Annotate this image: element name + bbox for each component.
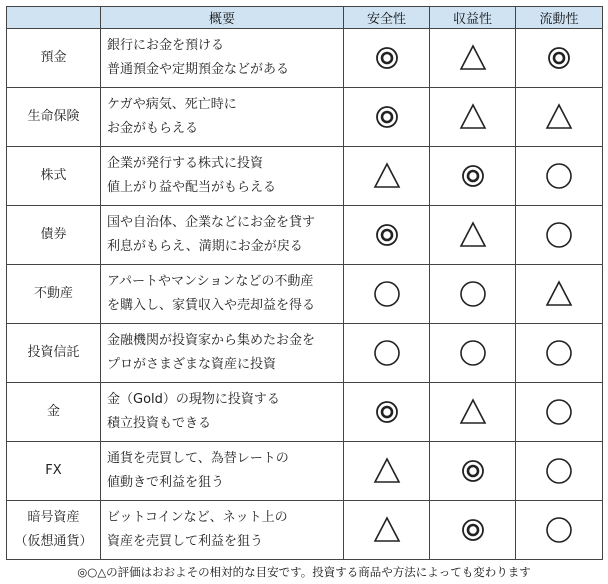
product-name-line: 不動産: [33, 286, 73, 301]
safety-rating-cell: [344, 501, 430, 560]
overview-line: 金（Gold）の現物に投資する: [107, 392, 280, 407]
overview-cell: [101, 383, 344, 442]
product-name-cell: [7, 206, 101, 265]
overview-line: 値上がり益や配当がもらえる: [107, 180, 277, 195]
overview-line: 普通預金や定期預金などがある: [107, 62, 290, 77]
triangle-icon: [545, 280, 573, 308]
product-name-line: 投資信託: [27, 345, 80, 360]
overview-line: 金融機関が投資家から集めたお金を: [107, 333, 316, 348]
header-blank: [7, 7, 101, 29]
product-name-line: 暗号資産: [27, 510, 80, 525]
circle-icon: [373, 280, 401, 308]
product-name-cell: [7, 324, 101, 383]
circle-icon: [373, 339, 401, 367]
triangle-icon: [459, 221, 487, 249]
product-name-cell: [7, 88, 101, 147]
comparison-table: [6, 6, 603, 560]
table-body: [7, 29, 603, 560]
double-circle-icon: [459, 457, 487, 485]
liquidity-rating-cell: [516, 501, 603, 560]
product-name-line: 生命保険: [27, 109, 80, 124]
header-safety: 安全性: [344, 7, 430, 29]
overview-line: お金がもらえる: [107, 121, 199, 136]
table-row: [7, 206, 603, 265]
product-name-line: （仮想通貨）: [14, 534, 93, 549]
circle-icon: [545, 162, 573, 190]
double-circle-icon: [373, 103, 401, 131]
circle-icon: [545, 398, 573, 426]
product-name-cell: [7, 383, 101, 442]
overview-cell: [101, 147, 344, 206]
profitability-rating-cell: [430, 383, 516, 442]
profitability-rating-cell: [430, 88, 516, 147]
overview-line: プロがさまざまな資産に投資: [107, 357, 277, 372]
triangle-icon: [459, 44, 487, 72]
circle-icon: [545, 339, 573, 367]
overview-line: アパートやマンションなどの不動産: [107, 274, 314, 289]
table-row: [7, 501, 603, 560]
profitability-rating-cell: [430, 501, 516, 560]
product-name-line: 株式: [40, 168, 67, 183]
table-row: [7, 265, 603, 324]
profitability-rating-cell: [430, 265, 516, 324]
circle-icon: [459, 280, 487, 308]
table-row: [7, 29, 603, 88]
safety-rating-cell: [344, 147, 430, 206]
triangle-icon: [545, 103, 573, 131]
product-name-line: 金: [46, 404, 60, 419]
product-name-line: FX: [45, 463, 62, 478]
overview-cell: [101, 324, 344, 383]
overview-cell: [101, 206, 344, 265]
liquidity-rating-cell: [516, 29, 603, 88]
triangle-icon: [373, 457, 401, 485]
safety-rating-cell: [344, 442, 430, 501]
table-row: [7, 324, 603, 383]
profitability-rating-cell: [430, 147, 516, 206]
overview-line: 国や自治体、企業などにお金を貸す: [107, 215, 316, 230]
table-row: [7, 383, 603, 442]
triangle-icon: [459, 103, 487, 131]
product-name-cell: [7, 501, 101, 560]
overview-line: 値動きで利益を狙う: [107, 475, 225, 490]
triangle-icon: [459, 398, 487, 426]
product-name-line: 債券: [40, 227, 67, 242]
product-name-cell: [7, 147, 101, 206]
profitability-rating-cell: [430, 442, 516, 501]
overview-cell: [101, 88, 344, 147]
overview-line: 通貨を売買して、為替レートの: [107, 451, 289, 466]
safety-rating-cell: [344, 383, 430, 442]
double-circle-icon: [459, 516, 487, 544]
liquidity-rating-cell: [516, 324, 603, 383]
overview-cell: [101, 501, 344, 560]
liquidity-rating-cell: [516, 206, 603, 265]
overview-line: 積立投資もできる: [107, 416, 212, 431]
double-circle-icon: [545, 44, 573, 72]
product-name-cell: [7, 442, 101, 501]
overview-line: ケガや病気、死亡時に: [107, 97, 237, 112]
header-profitability: 収益性: [430, 7, 516, 29]
overview-line: 企業が発行する株式に投資: [107, 156, 264, 171]
safety-rating-cell: [344, 206, 430, 265]
double-circle-icon: [459, 162, 487, 190]
liquidity-rating-cell: [516, 88, 603, 147]
liquidity-rating-cell: [516, 265, 603, 324]
liquidity-rating-cell: [516, 383, 603, 442]
circle-icon: [545, 221, 573, 249]
liquidity-rating-cell: [516, 147, 603, 206]
profitability-rating-cell: [430, 324, 516, 383]
safety-rating-cell: [344, 88, 430, 147]
overview-line: ビットコインなど、ネット上の: [107, 510, 288, 525]
double-circle-icon: [373, 398, 401, 426]
header-overview: 概要: [101, 7, 344, 29]
double-circle-icon: [373, 221, 401, 249]
table-row: [7, 147, 603, 206]
profitability-rating-cell: [430, 206, 516, 265]
overview-line: 利息がもらえ、満期にお金が戻る: [107, 239, 303, 254]
circle-icon: [545, 516, 573, 544]
product-name-cell: [7, 265, 101, 324]
overview-line: を購入し、家賃収入や売却益を得る: [107, 298, 316, 313]
overview-cell: [101, 265, 344, 324]
header-row: [7, 7, 603, 29]
liquidity-rating-cell: [516, 442, 603, 501]
safety-rating-cell: [344, 265, 430, 324]
circle-icon: [459, 339, 487, 367]
table-row: [7, 442, 603, 501]
safety-rating-cell: [344, 29, 430, 88]
double-circle-icon: [373, 44, 401, 72]
profitability-rating-cell: [430, 29, 516, 88]
overview-cell: [101, 442, 344, 501]
overview-line: 銀行にお金を預ける: [107, 38, 225, 53]
triangle-icon: [373, 162, 401, 190]
overview-line: 資産を売買して利益を狙う: [107, 534, 264, 549]
header-liquidity: 流動性: [516, 7, 603, 29]
product-name-line: 預金: [40, 50, 67, 65]
footnote: ◎○△の評価はおおよその相対的な目安です。投資する商品や方法によっても変わります: [77, 565, 531, 579]
safety-rating-cell: [344, 324, 430, 383]
triangle-icon: [373, 516, 401, 544]
table-row: [7, 88, 603, 147]
circle-icon: [545, 457, 573, 485]
overview-cell: [101, 29, 344, 88]
product-name-cell: [7, 29, 101, 88]
